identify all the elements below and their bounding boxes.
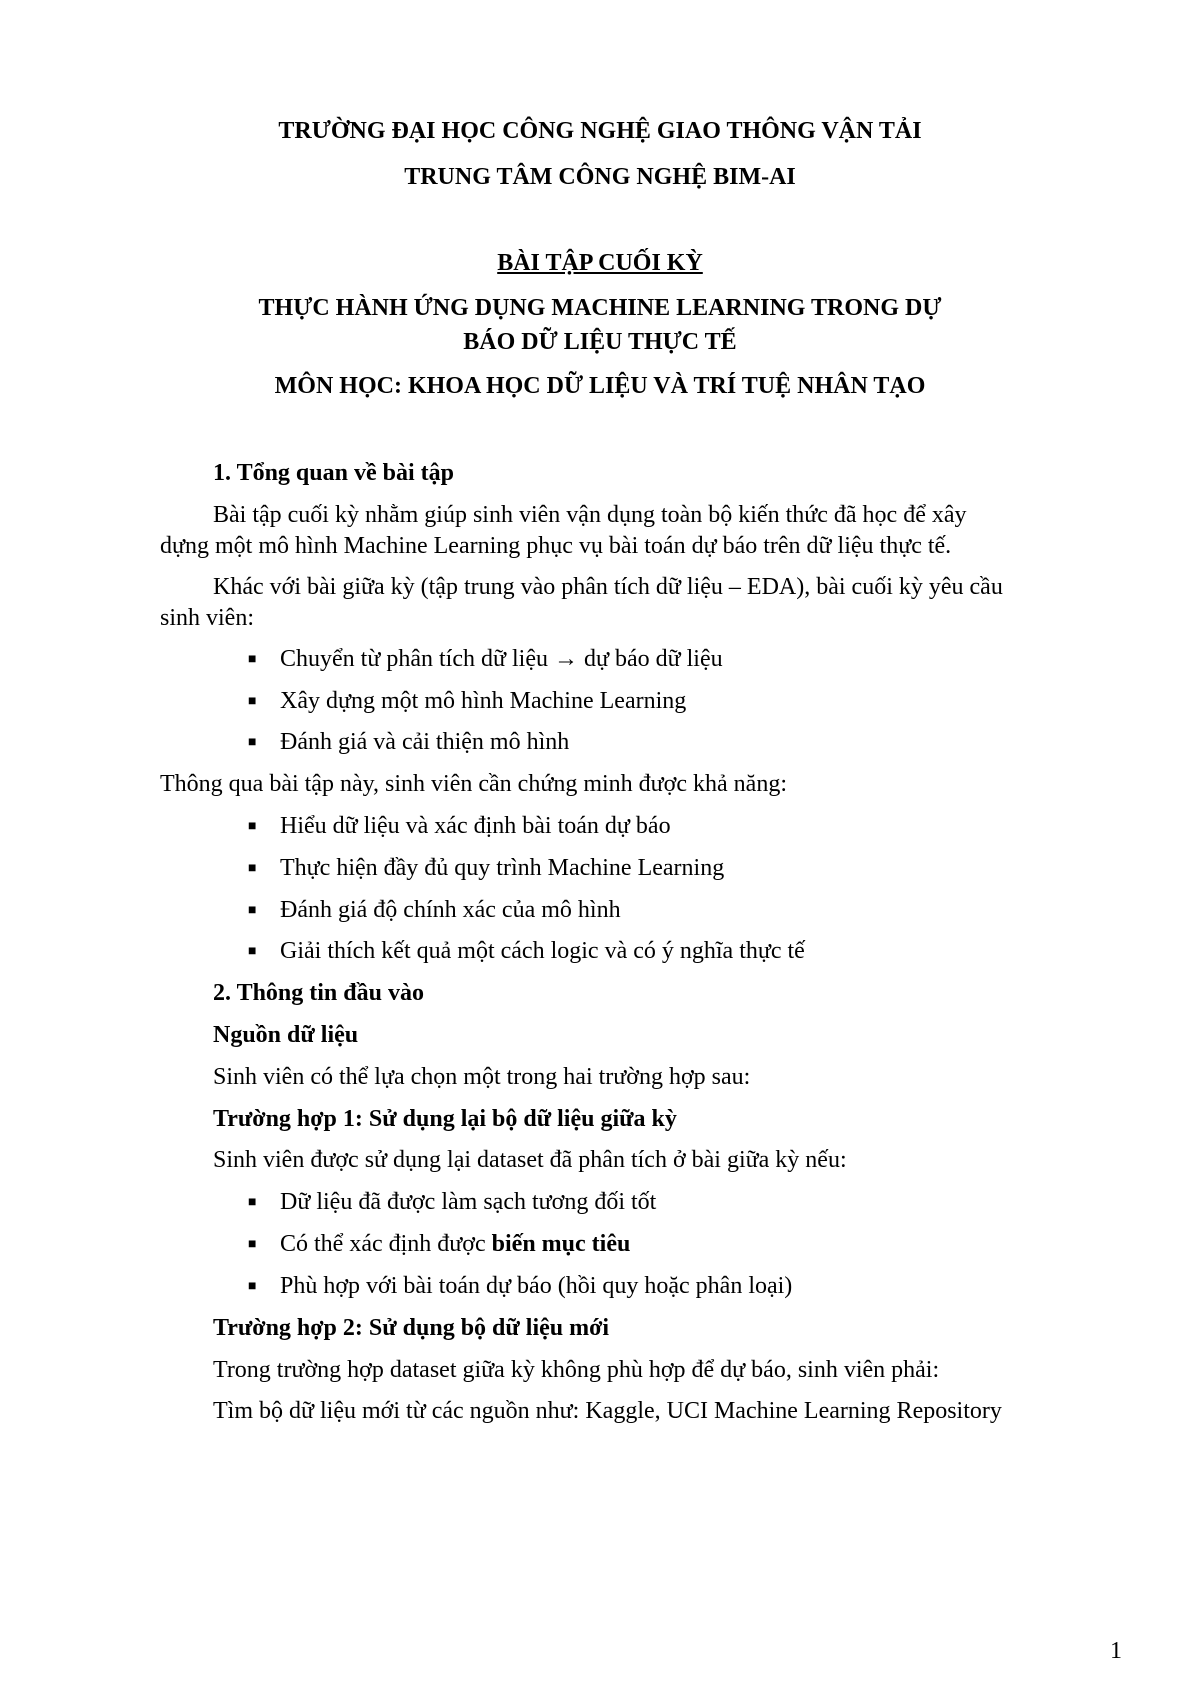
section1-para1-line1: Bài tập cuối kỳ nhằm giúp sinh viên vận dụng toàn bộ kiến thức đã học để xây (213, 502, 967, 528)
section1-para3: Thông qua bài tập này, sinh viên cần chứng minh được khả năng: (160, 771, 787, 797)
assignment-title: BÀI TẬP CUỐI KỲ (497, 250, 703, 276)
bullet-icon: ■ (248, 1279, 257, 1294)
target-variable-term: biến mục tiêu (491, 1231, 631, 1257)
assignment-subtitle-line2: BÁO DỮ LIỆU THỰC TẾ (463, 329, 737, 355)
case2-intro: Trong trường hợp dataset giữa kỳ không phù hợp để dự báo, sinh viên phải: (213, 1357, 940, 1383)
case1-heading: Trường hợp 1: Sử dụng lại bộ dữ liệu giữa kỳ (213, 1106, 677, 1132)
section1-para2-line2: sinh viên: (160, 605, 254, 631)
bullet-icon: ■ (248, 944, 257, 959)
bullet-icon: ■ (248, 861, 257, 876)
section2-intro: Sinh viên có thể lựa chọn một trong hai trường hợp sau: (213, 1064, 751, 1090)
page-number: 1 (1110, 1638, 1122, 1664)
bullet-icon: ■ (248, 1195, 257, 1210)
section2-subheading: Nguồn dữ liệu (213, 1022, 359, 1048)
bullet-icon: ■ (248, 735, 257, 750)
bullet-icon: ■ (248, 694, 257, 709)
bullet-icon: ■ (248, 652, 257, 667)
section1-para1-line2: dựng một mô hình Machine Learning phục vụ bài toán dự báo trên dữ liệu thực tế. (160, 533, 952, 559)
section2-heading: 2. Thông tin đầu vào (213, 980, 424, 1006)
section1-para2-line1: Khác với bài giữa kỳ (tập trung vào phân tích dữ liệu – EDA), bài cuối kỳ yêu cầu (213, 574, 1003, 600)
section1-heading: 1. Tổng quan về bài tập (213, 460, 454, 486)
center-name: TRUNG TÂM CÔNG NGHỆ BIM-AI (404, 164, 796, 190)
case2-heading: Trường hợp 2: Sử dụng bộ dữ liệu mới (213, 1315, 610, 1341)
case1-intro: Sinh viên được sử dụng lại dataset đã phân tích ở bài giữa kỳ nếu: (213, 1147, 847, 1173)
course-name: MÔN HỌC: KHOA HỌC DỮ LIỆU VÀ TRÍ TUỆ NHÂN TẠO (274, 373, 926, 399)
case2-sources: Tìm bộ dữ liệu mới từ các nguồn như: Kaggle, UCI Machine Learning Repository (213, 1398, 1002, 1424)
university-name: TRƯỜNG ĐẠI HỌC CÔNG NGHỆ GIAO THÔNG VẬN TẢI (278, 118, 922, 144)
bullet-icon: ■ (248, 1237, 257, 1252)
bullet-icon: ■ (248, 819, 257, 834)
assignment-subtitle-line1: THỰC HÀNH ỨNG DỤNG MACHINE LEARNING TRONG DỰ (258, 295, 942, 321)
document-page: TRƯỜNG ĐẠI HỌC CÔNG NGHỆ GIAO THÔNG VẬN TẢI TRUNG TÂM CÔNG NGHỆ BIM-AI BÀI TẬP CUỐI KỲ THỰC HÀNH ỨNG DỤNG MACHINE LEARNING TRONG DỰ BÁO DỮ LIỆU THỰC TẾ MÔN HỌC: KHOA HỌC DỮ LIỆU VÀ TRÍ TUỆ NHÂN TẠO 1. Tổng quan về bài tập Bài tập cuối kỳ nhằm giúp sinh viên vận dụng toàn bộ kiến thức đã học để xây dựng một mô hình Machine Learning phục vụ bài toán dự báo trên dữ liệu thực tế. Khác với bài giữa kỳ (tập trung vào phân tích dữ liệu – EDA), bài cuối kỳ yêu cầu sinh viên: ■ Chuyển từ phân tích dữ liệu → dự báo dữ liệu ■ Xây dựng một mô hình Machine Learning ■ Đánh giá và cải thiện mô hình Thông qua bài tập này, sinh viên cần chứng minh được khả năng: ■ Hiểu dữ liệu và xác định bài toán dự báo ■ Thực hiện đầy đủ quy trình Machine Learning ■ Đánh giá độ chính xác của mô hình ■ Giải thích kết quả một cách logic và có ý nghĩa thực tế 2. Thông tin đầu vào Nguồn dữ liệu Sinh viên có thể lựa chọn một trong hai trường hợp sau: Trường hợp 1: Sử dụng lại bộ dữ liệu giữa kỳ Sinh viên được sử dụng lại dataset đã phân tích ở bài giữa kỳ nếu: ■ Dữ liệu đã được làm sạch tương đối tốt ■ Có thể xác định được biến mục tiêu ■ Phù hợp với bài toán dự báo (hồi quy hoặc phân loại) Trường hợp 2: Sử dụng bộ dữ liệu mới Trong trường hợp dataset giữa kỳ không phù hợp để dự báo, sinh viên phải: Tìm bộ dữ liệu mới từ các nguồn như: Kaggle, UCI Machine Learning Repository 1 (0, 0, 1200, 1696)
bullet-icon: ■ (248, 903, 257, 918)
